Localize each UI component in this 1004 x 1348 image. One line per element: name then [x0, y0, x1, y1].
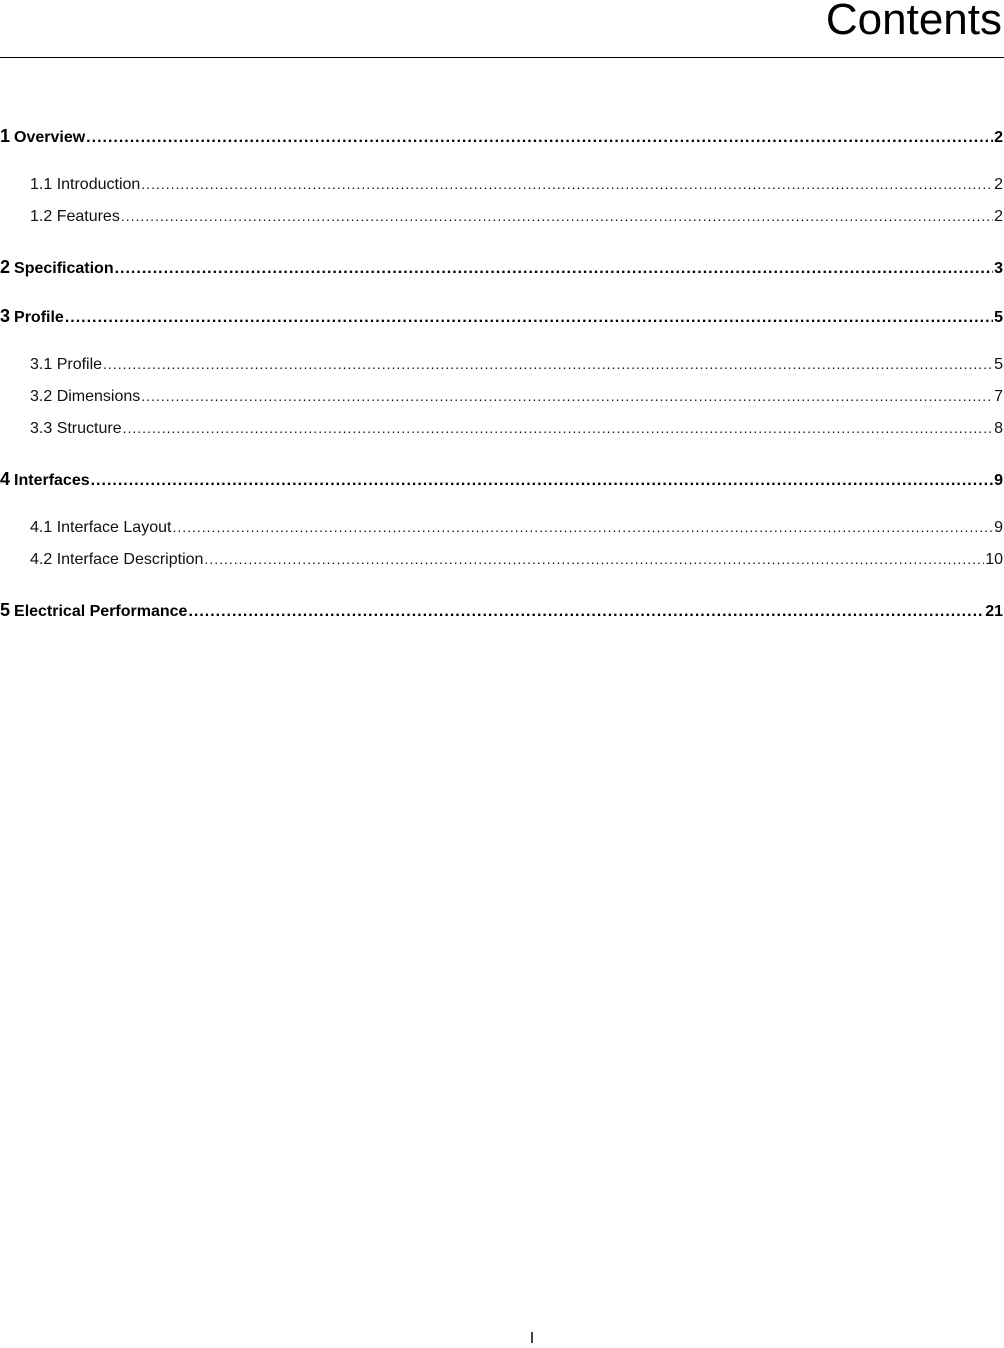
toc-label: 1.2 Features: [30, 208, 120, 225]
toc-leader: [115, 260, 994, 278]
toc-leader: [91, 472, 993, 490]
toc-leader: [188, 603, 984, 621]
toc-number: 5: [0, 600, 11, 620]
toc-label: Electrical Performance: [14, 603, 188, 620]
toc-page-number: 10: [985, 551, 1003, 568]
toc-page-number: 5: [994, 356, 1003, 373]
toc-page-number: 3: [994, 260, 1003, 277]
toc-leader: [65, 309, 993, 327]
toc-leader: [204, 551, 984, 567]
toc-entry-structure[interactable]: [0, 420, 1003, 438]
page-title: Contents: [825, 0, 1002, 44]
toc-label: Profile: [14, 309, 64, 326]
toc-entry-profile[interactable]: [0, 306, 1003, 327]
toc-page-number: 7: [994, 388, 1003, 405]
toc-label: Specification: [14, 260, 114, 277]
toc-entry-interface-description[interactable]: [0, 551, 1003, 569]
toc-entry-dimensions[interactable]: [0, 388, 1003, 406]
toc-page-number: 9: [994, 472, 1003, 489]
toc-entry-introduction[interactable]: [0, 176, 1003, 194]
toc-leader: [141, 388, 993, 404]
toc-entry-features[interactable]: [0, 208, 1003, 226]
page-footer-number: I: [529, 1330, 535, 1347]
toc-label: 3.3 Structure: [30, 420, 122, 437]
toc-leader: [123, 420, 993, 436]
toc-label: 3.1 Profile: [30, 356, 103, 373]
toc-page-number: 2: [994, 208, 1003, 225]
toc-label: 1.1 Introduction: [30, 176, 141, 193]
title-divider: [0, 57, 1004, 58]
toc-page-number: 8: [994, 420, 1003, 437]
toc-entry-specification[interactable]: [0, 257, 1003, 278]
toc-label: Overview: [14, 129, 86, 146]
toc-leader: [141, 176, 993, 192]
toc-leader: [172, 519, 993, 535]
toc-page-number: 21: [985, 603, 1003, 620]
toc-number: 1: [0, 126, 11, 146]
toc-entry-interfaces[interactable]: [0, 469, 1003, 490]
toc-leader: [103, 356, 993, 372]
toc-number: 2: [0, 257, 11, 277]
toc-page-number: 2: [994, 129, 1003, 146]
toc-label: 3.2 Dimensions: [30, 388, 141, 405]
toc-number: 4: [0, 469, 11, 489]
toc-leader: [86, 129, 993, 147]
toc-entry-electrical-performance[interactable]: [0, 600, 1003, 621]
toc-page-number: 9: [994, 519, 1003, 536]
toc-leader: [121, 208, 993, 224]
toc-number: 3: [0, 306, 11, 326]
toc-label: Interfaces: [14, 472, 90, 489]
toc-page-number: 5: [994, 309, 1003, 326]
toc-label: 4.2 Interface Description: [30, 551, 204, 568]
toc-label: 4.1 Interface Layout: [30, 519, 172, 536]
toc-entry-interface-layout[interactable]: [0, 519, 1003, 537]
toc-entry-profile-sub[interactable]: [0, 356, 1003, 374]
toc-entry-overview[interactable]: [0, 126, 1003, 147]
toc-page-number: 2: [994, 176, 1003, 193]
